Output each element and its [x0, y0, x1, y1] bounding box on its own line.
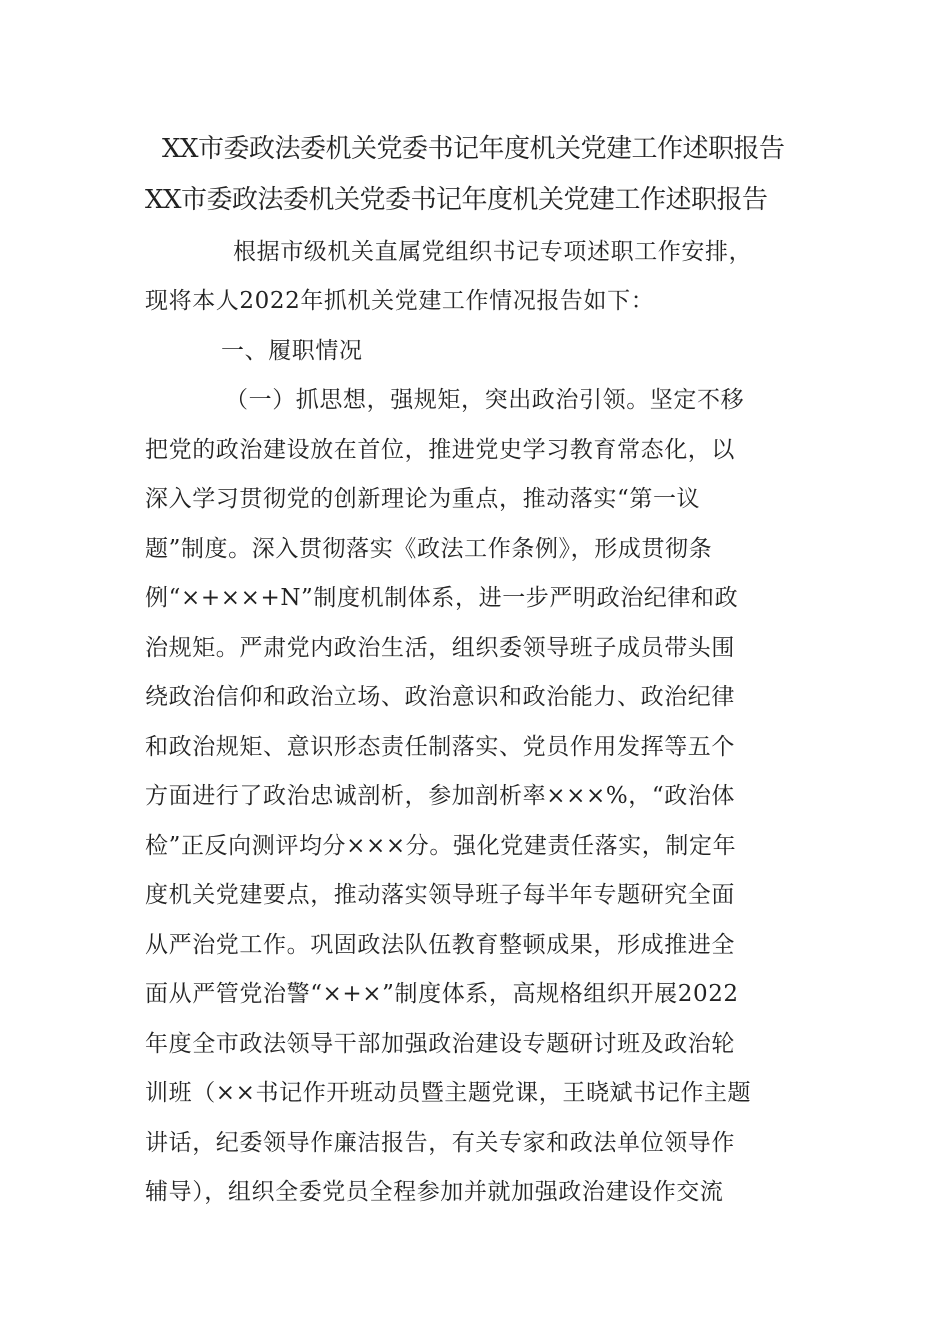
- body-line: 训班（××书记作开班动员暨主题党课，王晓斌书记作主题: [145, 1080, 752, 1106]
- body-line: （一）抓思想，强规矩，突出政治引领。坚定不移: [225, 387, 745, 413]
- body-line: 检”正反向测评均分×××分。强化党建责任落实，制定年: [145, 833, 737, 859]
- intro-line-2: 现将本人2022年抓机关党建工作情况报告如下：: [145, 288, 655, 314]
- body-line: 绕政治信仰和政治立场、政治意识和政治能力、政治纪律: [145, 684, 735, 710]
- body-line: 例“×+××+N”制度机制体系，进一步严明政治纪律和政: [145, 585, 739, 611]
- body-line: 面从严管党治警“×+×”制度体系，高规格组织开展2022: [145, 981, 739, 1007]
- body-line: 度机关党建要点，推动落实领导班子每半年专题研究全面: [145, 882, 735, 908]
- section-heading: 一、履职情况: [221, 338, 363, 364]
- body-line: 深入学习贯彻党的创新理论为重点，推动落实“第一议: [145, 486, 701, 512]
- document-title-repeat: XX市委政法委机关党委书记年度机关党建工作述职报告: [145, 185, 768, 215]
- document-title: XX市委政法委机关党委书记年度机关党建工作述职报告: [162, 134, 785, 164]
- body-line: 方面进行了政治忠诚剖析，参加剖析率×××%，“政治体: [145, 783, 736, 809]
- intro-line-1: 根据市级机关直属党组织书记专项述职工作安排，: [233, 239, 753, 265]
- body-line: 从严治党工作。巩固政法队伍教育整顿成果，形成推进全: [145, 932, 735, 958]
- body-line: 题”制度。深入贯彻落实《政法工作条例》，形成贯彻条: [145, 536, 713, 562]
- body-line: 治规矩。严肃党内政治生活，组织委领导班子成员带头围: [145, 635, 735, 661]
- body-line: 年度全市政法领导干部加强政治建设专题研讨班及政治轮: [145, 1031, 735, 1057]
- body-line: 把党的政治建设放在首位，推进党史学习教育常态化，以: [145, 437, 735, 463]
- body-line: 和政治规矩、意识形态责任制落实、党员作用发挥等五个: [145, 734, 735, 760]
- body-line: 辅导），组织全委党员全程参加并就加强政治建设作交流: [145, 1179, 724, 1205]
- body-line: 讲话，纪委领导作廉洁报告，有关专家和政法单位领导作: [145, 1130, 735, 1156]
